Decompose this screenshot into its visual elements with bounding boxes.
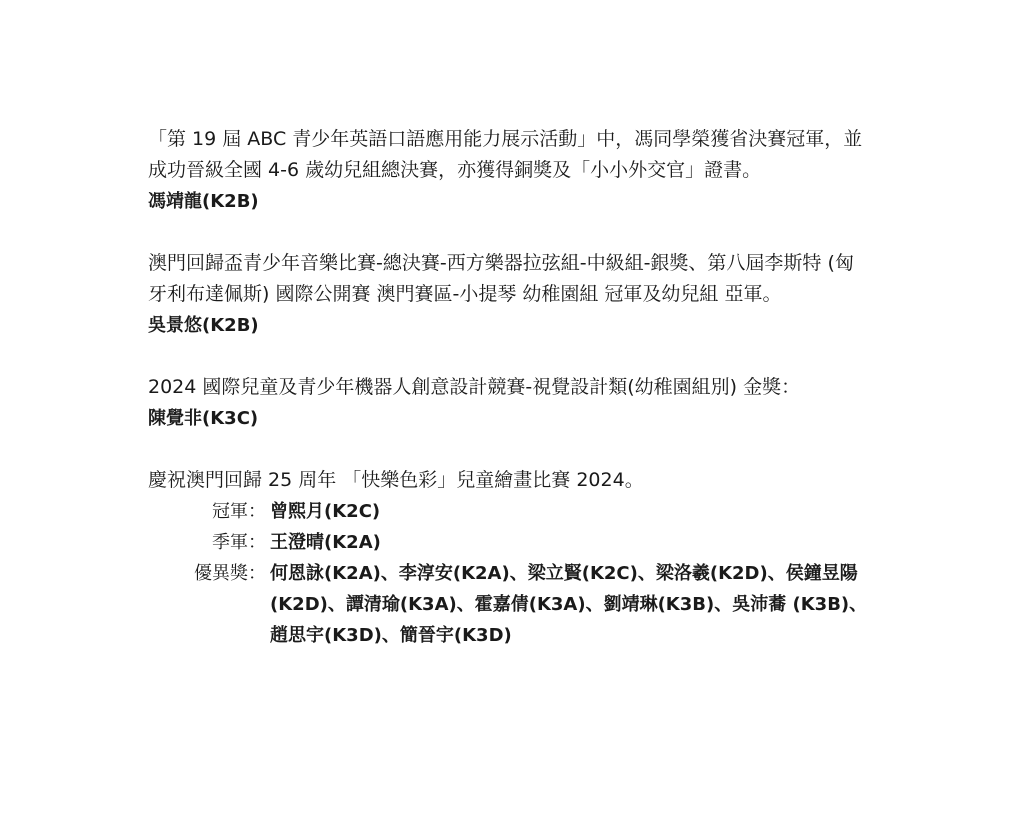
achievement-description: 澳門回歸盃青少年音樂比賽-總決賽-西方樂器拉弦組-中級組-銀獎、第八屆李斯特 (匈牙利布達佩斯) 國際公開賽 澳門賽區-小提琴 幼稚園組 冠軍及幼兒組 亞軍。 bbox=[148, 252, 854, 305]
award-row-merit bbox=[148, 558, 868, 651]
achievement-description: 2024 國際兒童及青少年機器人創意設計競賽-視覺設計類(幼稚園組別) 金獎： bbox=[148, 376, 801, 398]
spacer bbox=[148, 434, 868, 465]
award-winners: 何恩詠(K2A)、李淳安(K2A)、梁立賢(K2C)、梁洛羲(K2D)、侯鐘昱陽(K2D)、譚清瑜(K3A)、霍嘉倩(K3A)、劉靖琳(K3B)、吳沛蕎 (K3B)、趙思宇(K3D)、簡晉宇(K3D) bbox=[270, 563, 868, 646]
student-name: 陳覺非(K3C) bbox=[148, 408, 259, 429]
award-winners: 曾熙月(K2C) bbox=[270, 501, 381, 522]
student-name: 吳景悠(K2B) bbox=[148, 315, 259, 336]
contest-title: 慶祝澳門回歸 25 周年 「快樂色彩」兒童繪畫比賽 2024。 bbox=[148, 469, 644, 491]
award-row-champion bbox=[148, 496, 868, 527]
achievement-description: 「第 19 屆 ABC 青少年英語口語應用能力展示活動」中，馮同學榮獲省決賽冠軍，並成功晉級全國 4-6 歲幼兒組總決賽，亦獲得銅獎及「小小外交官」證書。 bbox=[148, 128, 863, 181]
spacer bbox=[148, 341, 868, 372]
award-row-third bbox=[148, 527, 868, 558]
award-winners: 王澄晴(K2A) bbox=[270, 532, 381, 553]
document-body bbox=[148, 124, 868, 651]
spacer bbox=[148, 217, 868, 248]
award-label: 冠軍： bbox=[212, 501, 266, 522]
award-label: 優異獎： bbox=[194, 563, 266, 584]
student-name: 馮靖龍(K2B) bbox=[148, 191, 259, 212]
award-label: 季軍： bbox=[212, 532, 266, 553]
